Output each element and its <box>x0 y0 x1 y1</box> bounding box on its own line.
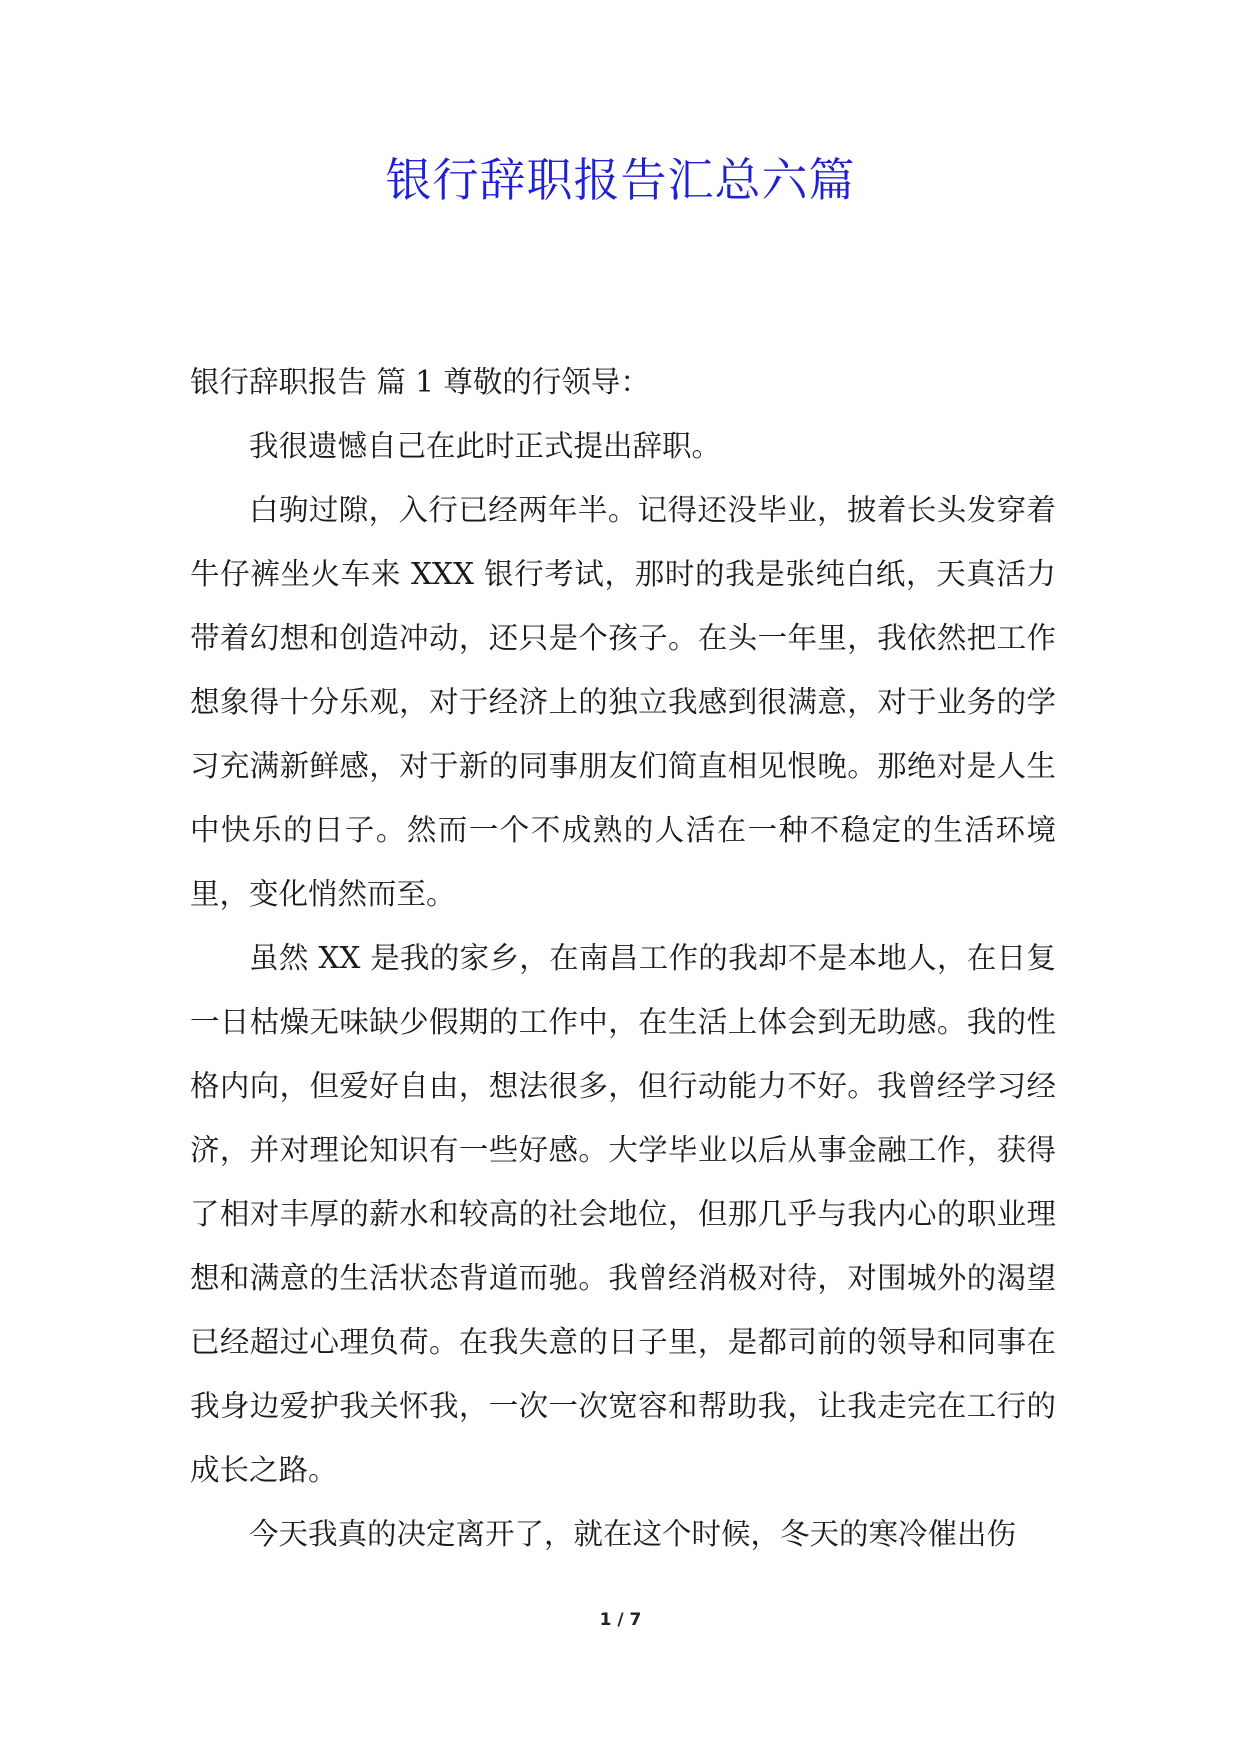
body-paragraph: 白驹过隙，入行已经两年半。记得还没毕业，披着长头发穿着牛仔裤坐火车来 XXX 银行考试，那时的我是张纯白纸，天真活力带着幻想和创造冲动，还只是个孩子。在头一年里，我依然把工作想象得十分乐观，对于经济上的独立我感到很满意，对于业务的学习充满新鲜感，对于新的同事朋友们简直相见恨晚。那绝对是人生中快乐的日子。然而一个不成熟的人活在一种不稳定的生活环境里，变化悄然而至。 <box>190 493 1056 911</box>
body-paragraph: 今天我真的决定离开了，就在这个时候，冬天的寒冷催出伤 <box>249 1517 1017 1551</box>
page-number: 1 / 7 <box>599 1610 642 1630</box>
document-body <box>190 350 1056 1566</box>
body-paragraph: 我很遗憾自己在此时正式提出辞职。 <box>249 429 722 463</box>
salutation-paragraph: 银行辞职报告 篇 1 尊敬的行领导： <box>190 365 650 399</box>
body-paragraph: 虽然 XX 是我的家乡，在南昌工作的我却不是本地人，在日复一日枯燥无味缺少假期的工作中，在生活上体会到无助感。我的性格内向，但爱好自由，想法很多，但行动能力不好。我曾经学习经济，并对理论知识有一些好感。大学毕业以后从事金融工作，获得了相对丰厚的薪水和较高的社会地位，但那几乎与我内心的职业理想和满意的生活状态背道而驰。我曾经消极对待，对围城外的渴望已经超过心理负荷。在我失意的日子里，是都司前的领导和同事在我身边爱护我关怀我，一次一次宽容和帮助我，让我走完在工行的成长之路。 <box>190 941 1056 1487</box>
document-title: 银行辞职报告汇总六篇 <box>385 153 856 207</box>
